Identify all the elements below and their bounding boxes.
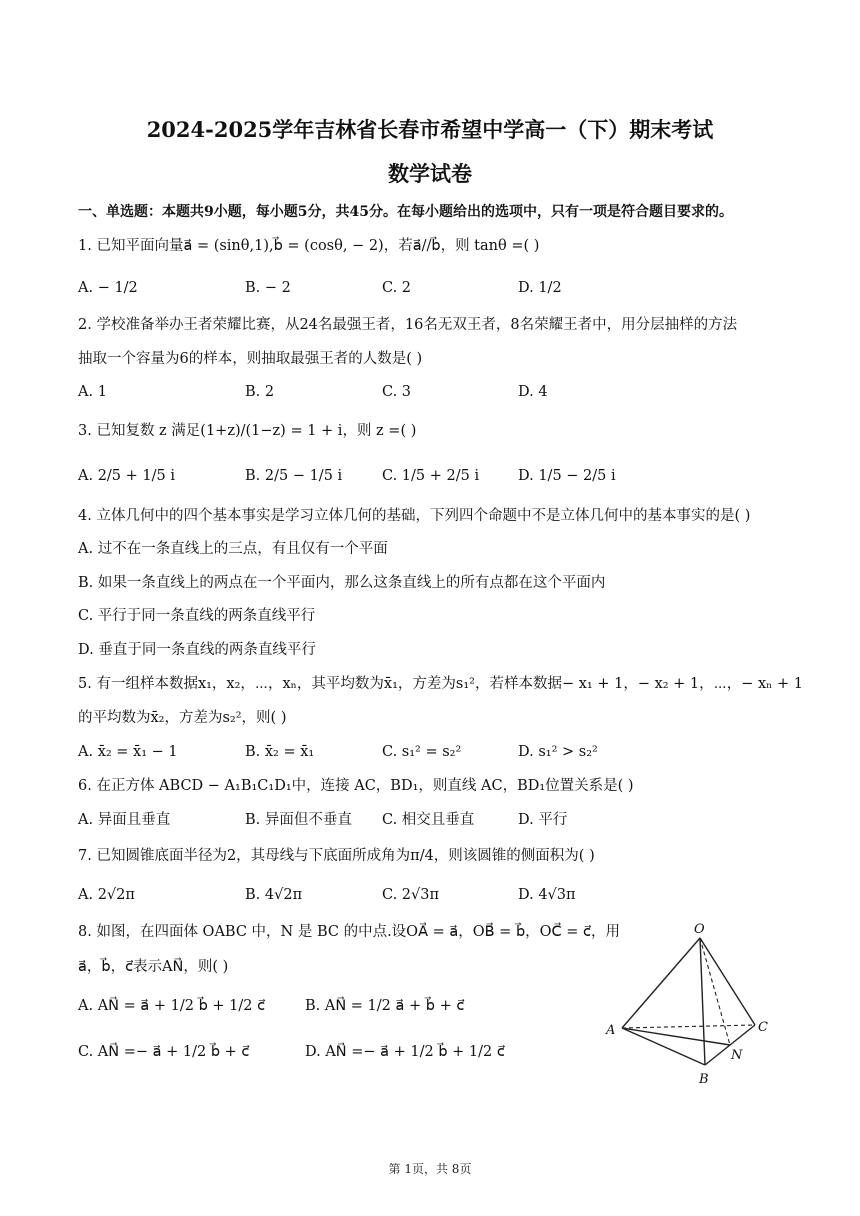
exam-subtitle: 数学试卷 [388,161,472,186]
q3-option-d: D. 1/5 − 2/5 i [518,468,616,484]
q3-option-a: A. 2/5 + 1/5 i [78,468,175,484]
label-b: B [699,1072,709,1087]
question-2-stem-line2: 抽取一个容量为6的样本，则抽取最强王者的人数是( ) [78,351,423,367]
q6-option-a: A. 异面且垂直 [78,812,171,828]
question-3-stem: 3. 已知复数 z 满足(1+z)/(1−z) = 1 + i，则 z =( ) [78,423,417,439]
q3-option-b: B. 2/5 − 1/5 i [245,468,343,484]
q5-option-c: C. s₁² = s₂² [382,744,462,760]
segment-an [622,1028,730,1045]
q2-option-a: A. 1 [78,384,107,400]
q5-option-b: B. x̄₂ = x̄₁ [245,744,315,760]
question-5-stem-line1: 5. 有一组样本数据x₁，x₂，⋯，xₙ，其平均数为x̄₁，方差为s₁²，若样本数据− x₁ + 1，− x₂ + 1，⋯，− xₙ + 1 [78,676,804,692]
edge-oc [700,938,755,1025]
label-n: N [731,1048,743,1063]
q1-option-c: C. 2 [382,280,412,296]
question-1-stem: 1. 已知平面向量a⃗ = (sinθ,1),b⃗ = (cosθ, − 2)，若a⃗//b⃗，则 tanθ =( ) [78,238,540,254]
question-7-stem: 7. 已知圆锥底面半径为2，其母线与下底面所成角为π/4，则该圆锥的侧面积为( ) [78,848,595,864]
q8-option-c: C. AN⃗ =− a⃗ + 1/2 b⃗ + c⃗ [78,1044,250,1060]
page-footer: 第 1页，共 8页 [388,1162,472,1176]
q6-option-d: D. 平行 [518,812,568,828]
q7-option-d: D. 4√3π [518,887,576,903]
q8-option-d: D. AN⃗ =− a⃗ + 1/2 b⃗ + 1/2 c⃗ [305,1044,505,1060]
q1-option-b: B. − 2 [245,280,291,296]
q4-option-c: C. 平行于同一条直线的两条直线平行 [78,608,316,624]
q6-option-c: C. 相交且垂直 [382,812,475,828]
tetrahedron-figure [600,920,780,1090]
question-8-stem-line1: 8. 如图，在四面体 OABC 中，N 是 BC 的中点.设OA⃗ = a⃗，OB⃗ = b⃗，OC⃗ = c⃗，用 [78,924,620,940]
label-o: O [694,922,705,937]
q4-option-d: D. 垂直于同一条直线的两条直线平行 [78,642,316,658]
q8-option-a: A. AN⃗ = a⃗ + 1/2 b⃗ + 1/2 c⃗ [78,998,266,1014]
edge-ab [622,1028,705,1065]
question-4-stem: 4. 立体几何中的四个基本事实是学习立体几何的基础，下列四个命题中不是立体几何中的基本事实的是( ) [78,508,751,524]
question-6-stem: 6. 在正方体 ABCD − A₁B₁C₁D₁中，连接 AC，BD₁，则直线 AC，BD₁位置关系是( ) [78,778,634,794]
edge-ob [700,938,705,1065]
q1-option-a: A. − 1/2 [78,280,138,296]
q4-option-b: B. 如果一条直线上的两点在一个平面内，那么这条直线上的所有点都在这个平面内 [78,575,606,591]
label-a: A [606,1023,616,1038]
q8-option-b: B. AN⃗ = 1/2 a⃗ + b⃗ + c⃗ [305,998,465,1014]
label-c: C [758,1020,768,1035]
q7-option-c: C. 2√3π [382,887,440,903]
question-8-stem-line2: a⃗，b⃗，c⃗表示AN⃗，则( ) [78,959,229,975]
q5-option-d: D. s₁² > s₂² [518,744,598,760]
segment-on-hidden [700,938,730,1045]
edge-ac-hidden [622,1025,755,1028]
q7-option-b: B. 4√2π [245,887,303,903]
question-2-stem-line1: 2. 学校准备举办王者荣耀比赛，从24名最强王者，16名无双王者，8名荣耀王者中，用分层抽样的方法 [78,317,738,333]
q2-option-d: D. 4 [518,384,548,400]
edge-oa [622,938,700,1028]
q2-option-c: C. 3 [382,384,412,400]
q6-option-b: B. 异面但不垂直 [245,812,352,828]
q4-option-a: A. 过不在一条直线上的三点，有且仅有一个平面 [78,541,388,557]
section-heading: 一、单选题：本题共9小题，每小题5分，共45分。在每小题给出的选项中，只有一项是符合题目要求的。 [78,204,733,220]
exam-title: 2024-2025学年吉林省长春市希望中学高一（下）期末考试 [146,117,714,142]
q3-option-c: C. 1/5 + 2/5 i [382,468,480,484]
q7-option-a: A. 2√2π [78,887,135,903]
question-5-stem-line2: 的平均数为x̄₂，方差为s₂²，则( ) [78,710,287,726]
q5-option-a: A. x̄₂ = x̄₁ − 1 [78,744,178,760]
q2-option-b: B. 2 [245,384,275,400]
q1-option-d: D. 1/2 [518,280,562,296]
